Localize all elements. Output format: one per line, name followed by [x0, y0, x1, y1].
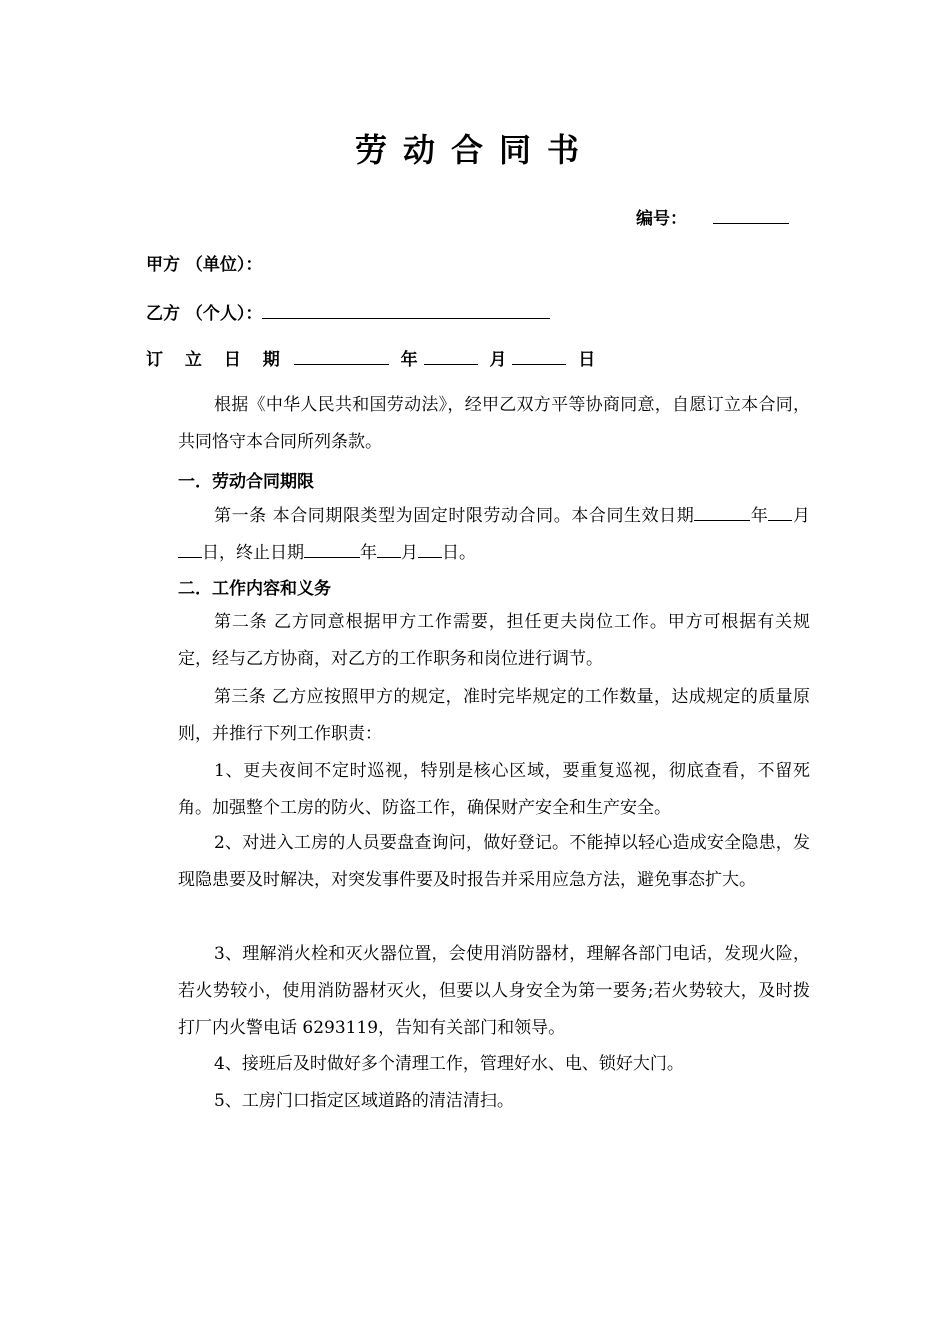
signing-day-label: 日: [578, 350, 596, 370]
intro-paragraph: 根据《中华人民共和国劳动法》，经甲乙双方平等协商同意，自愿订立本合同，共同恪守本合同所列条款。: [178, 395, 810, 452]
clause-1-text: 第一条 本合同期限类型为固定时限劳动合同。本合同生效日期: [214, 506, 695, 526]
duty-item-5: 5、工房门口指定区域道路的清洁清扫。: [214, 1091, 514, 1111]
clause-1-year: 年: [750, 506, 769, 526]
clause-1-year2: 年: [360, 543, 377, 563]
section-heading-duties: 二．工作内容和义务: [178, 579, 331, 599]
contract-number-blank[interactable]: [713, 205, 789, 224]
party-b-label: 乙方 （个人）：: [146, 304, 263, 324]
signing-date-line: [146, 346, 595, 372]
signing-month-label: 月: [489, 350, 507, 370]
clause-1-day-end: 日，终止日期: [202, 543, 304, 563]
signing-month-blank[interactable]: [424, 346, 478, 365]
section-heading-term: 一．劳动合同期限: [178, 472, 314, 492]
effective-month-blank[interactable]: [768, 504, 792, 521]
signing-year-blank[interactable]: [294, 346, 389, 365]
duty-item-2: 2、对进入工房的人员要盘查询问，做好登记。不能掉以轻心造成安全隐患，发现隐患要及时解决，对突发事件要及时报告并采用应急方法，避免事态扩大。: [178, 833, 810, 890]
duty-item-3: 3、理解消火栓和灭火器位置，会使用消防器材，理解各部门电话，发现火险，若火势较小，使用消防器材灭火，但要以人身安全为第一要务;若火势较大，及时拨打厂内火警电话 6293119，告知有关部门和领导。: [178, 944, 810, 1038]
document-title: 劳动合同书: [354, 131, 595, 169]
end-date-blank[interactable]: [304, 541, 360, 558]
end-month-blank[interactable]: [377, 541, 401, 558]
clause-1: [178, 498, 810, 572]
signing-date-label: 订 立 日 期: [146, 350, 288, 370]
party-b-blank[interactable]: [262, 300, 550, 319]
signing-day-blank[interactable]: [512, 346, 566, 365]
contract-number-line: [636, 205, 789, 231]
clause-1-day2: 日。: [442, 543, 476, 563]
clause-3: 第三条 乙方应按照甲方的规定，准时完毕规定的工作数量，达成规定的质量原则，并推行下列工作职责：: [178, 687, 810, 744]
duty-item-4: 4、接班后及时做好多个清理工作，管理好水、电、锁好大门。: [214, 1054, 684, 1074]
duty-item-1: 1、更夫夜间不定时巡视，特别是核心区域，要重复巡视，彻底查看，不留死角。加强整个工房的防火、防盗工作，确保财产安全和生产安全。: [178, 761, 810, 818]
clause-2: 第二条 乙方同意根据甲方工作需要，担任更夫岗位工作。甲方可根据有关规定，经与乙方协商，对乙方的工作职务和岗位进行调节。: [178, 612, 810, 669]
party-b-line: [146, 300, 550, 326]
party-a-label: 甲方 （单位）：: [146, 255, 263, 275]
party-a-line: [146, 253, 262, 277]
signing-year-label: 年: [400, 350, 418, 370]
end-day-blank[interactable]: [418, 541, 442, 558]
clause-1-month2: 月: [401, 543, 418, 563]
effective-day-blank[interactable]: [178, 541, 202, 558]
effective-date-blank[interactable]: [694, 504, 750, 521]
contract-number-label: 编号：: [636, 209, 687, 229]
clause-1-month: 月: [792, 506, 811, 526]
